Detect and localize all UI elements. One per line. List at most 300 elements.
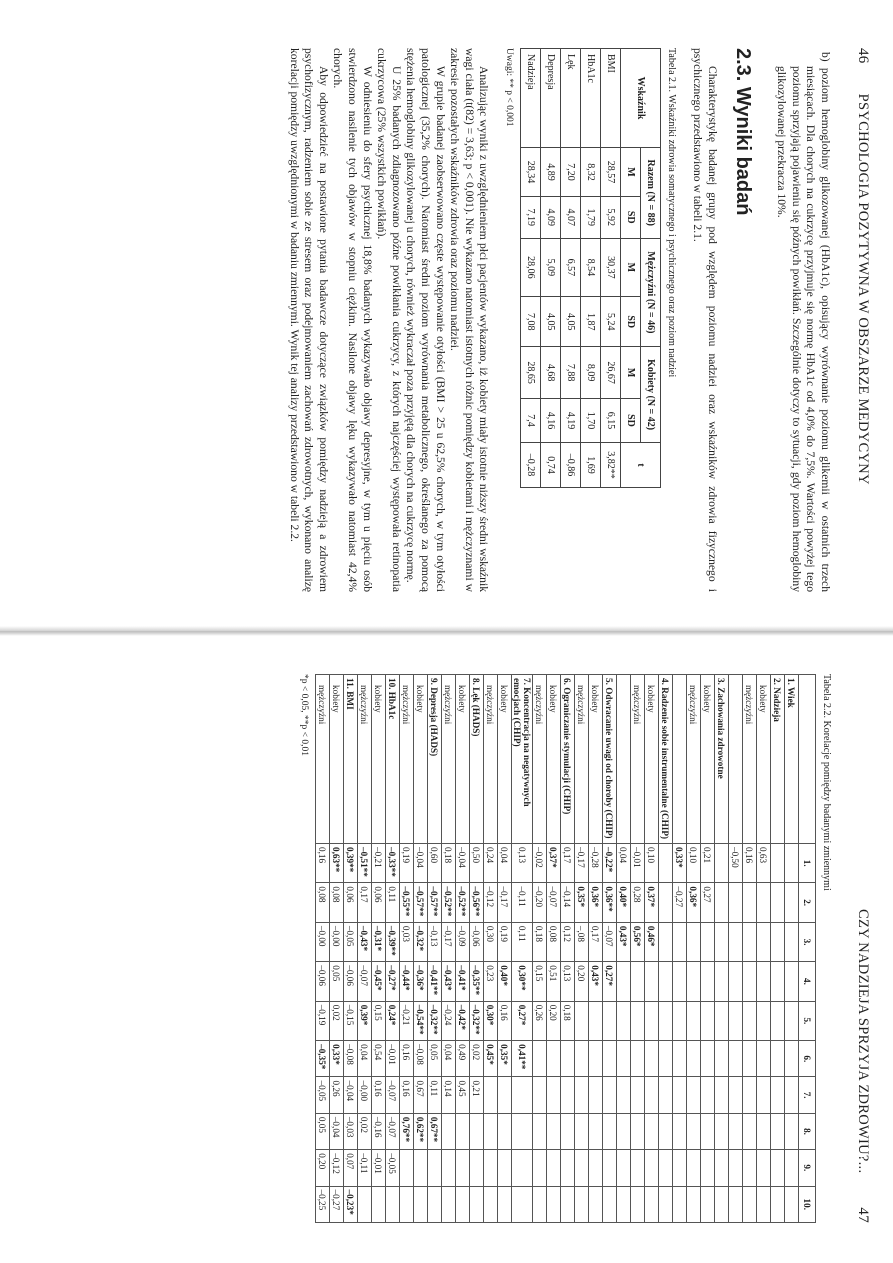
table2-cell: –0,07 [386, 1113, 400, 1149]
table2-cell: –0,13 [428, 922, 442, 961]
table2-cell [603, 1041, 617, 1077]
table2-cell [603, 1113, 617, 1149]
table2-cell: 0,23 [484, 962, 498, 1001]
table2-cell [603, 1001, 617, 1040]
table2-row-label: 7. Koncentracja na negatywnych emocjach (CHIP) [512, 675, 533, 844]
table2-row-label [729, 675, 743, 844]
table2-col-header: 1. [799, 844, 816, 883]
table2-row [561, 675, 575, 1223]
table2-cell [617, 1041, 631, 1077]
table2-cell: –0,25 [316, 1186, 330, 1222]
table2-cell [743, 1077, 757, 1113]
table2-cell [498, 1150, 512, 1186]
table2-cell: 0,54 [372, 1041, 386, 1077]
table2-cell [729, 1001, 743, 1040]
table2-cell: 0,63 [757, 844, 771, 883]
table2-cell: 0,02 [470, 1041, 484, 1077]
table2-cell: 0,36* [687, 883, 701, 922]
table2-cell: –0,00 [358, 1077, 372, 1113]
table2-cell: 0,46* [645, 922, 659, 961]
table2-cell [687, 1113, 701, 1149]
table1-cell: 1,69 [581, 442, 601, 487]
table2-cell [757, 1113, 771, 1149]
table2-cell: 0,13 [512, 844, 533, 883]
table1-cell: 8,32 [581, 148, 601, 197]
table2-cell [659, 1150, 673, 1186]
table1-cell: 7,88 [561, 347, 581, 399]
table1-col-sd: SD [621, 196, 641, 238]
table2-cell [729, 1150, 743, 1186]
table2-cell [575, 1041, 589, 1077]
table2-cell [785, 1186, 799, 1222]
table2-row [645, 675, 659, 1223]
table2-cell [512, 1077, 533, 1113]
table2-row [743, 675, 757, 1223]
table2-cell: 0,33* [330, 1041, 344, 1077]
table1-row-label: Depresja [541, 49, 561, 148]
table2-cell [589, 1150, 603, 1186]
table2-cell [512, 1113, 533, 1149]
table2-cell [498, 1113, 512, 1149]
table2-row [470, 675, 484, 1223]
table2-cell [785, 1113, 799, 1149]
table1-cell: 7,08 [521, 297, 541, 347]
table2-row-label: 10. HbA1c [386, 675, 400, 844]
table1-cell: 4,05 [541, 297, 561, 347]
table2-cell: 0,39* [358, 1001, 372, 1040]
table2-cell: 0,49 [456, 1041, 470, 1077]
table2-cell: –0,32** [428, 1001, 442, 1040]
table2-cell: 0,06 [372, 883, 386, 922]
table2-cell: –0,04 [344, 1077, 358, 1113]
table2-cell: –0,50 [729, 844, 743, 883]
table2-cell [729, 1186, 743, 1222]
table2-cell [645, 1001, 659, 1040]
table2-cell [533, 1113, 547, 1149]
table2-cell: –0,14 [561, 883, 575, 922]
table2-row-label: mężczyźni [533, 675, 547, 844]
table2-cell: –0,06 [316, 962, 330, 1001]
table2-row-label: 8. Lęk (HADS) [470, 675, 484, 844]
table2-row [344, 675, 358, 1223]
table2-cell: 0,21 [470, 1077, 484, 1113]
table1-cell: 28,06 [521, 238, 541, 297]
table2-cell: 0,11 [386, 883, 400, 922]
table2-cell [659, 922, 673, 961]
table1-header-t: t [621, 442, 661, 487]
table2-cell [785, 1150, 799, 1186]
table2-col-header: 3. [799, 922, 816, 961]
table2-cell: 0,28 [631, 883, 645, 922]
table2-cell [771, 1041, 785, 1077]
table2-row-label [673, 675, 687, 844]
table2-cell [673, 1186, 687, 1222]
table2-cell [715, 844, 729, 883]
table2-row [617, 675, 631, 1223]
table2-cell [659, 962, 673, 1001]
table2-cell [645, 1150, 659, 1186]
table2-body [316, 675, 799, 1223]
results-paragraph-4: W odniesieniu do sfery psychicznej 18,8% badanych wykazywało objawy depresyjne, w tym u pięciu osób stwierdzono nasilenie tych objawów w stopniu ciężkim. Nasilone objawy lęku wykazywało natomiast 42,4% chorych. [331, 48, 374, 592]
table2-row-label: mężczyźni [687, 675, 701, 844]
table2-cell [386, 1186, 400, 1222]
table2-cell [575, 1150, 589, 1186]
table2-cell: 0,07 [344, 1150, 358, 1186]
table2-row [498, 675, 512, 1223]
table2-cell [687, 1150, 701, 1186]
results-paragraph-1: Analizując wyniki z uwzględnieniem płci pacjentów wykazano, iż kobiety miały istotnie niższy średni wskaźnik wagi ciała (t(82) = 3,63; p < 0,001). Nie wykazano natomiast istotnych różnic pomiędzy kobietami i mężczyznami w zakresie pozostałych wskaźników zdrowia oraz poziomu nadziei. [448, 48, 491, 592]
table2-row [729, 675, 743, 1223]
table2-cell: 0,16 [743, 844, 757, 883]
table1-row-label: HbA1c [581, 49, 601, 148]
table2-cell [589, 1113, 603, 1149]
table1-cell: 6,15 [601, 398, 621, 442]
table2-cell [547, 1186, 561, 1222]
table2-cell: 0,33* [673, 844, 687, 883]
table2-cell [715, 1186, 729, 1222]
table2-cell [659, 1186, 673, 1222]
table2-cell [771, 883, 785, 922]
table2-cell: –0,39** [386, 922, 400, 961]
table2-row-label: mężczyźni [743, 675, 757, 844]
table2-cell: –0,23* [344, 1186, 358, 1222]
table2-row [456, 675, 470, 1223]
table2-cell [512, 1150, 533, 1186]
table2-cell [673, 922, 687, 961]
right-running-title: CZY NADZIEJA SPRZYJA ZDROWIU?... [855, 908, 871, 1174]
right-running-head [854, 674, 871, 1223]
results-paragraph-3: U 25% badanych zdiagnozowano późne powikłania cukrzycy, z których najczęściej występowała retinopatia cukrzycowa (25% wszystkich powikłań). [375, 48, 403, 592]
table1-cell: 4,09 [541, 196, 561, 238]
table2-cell: –,08 [575, 922, 589, 961]
table2-cell [470, 1150, 484, 1186]
table1-cell: 8,09 [581, 347, 601, 399]
table2-cell: –0,20 [533, 883, 547, 922]
table2-cell: –0,52** [456, 883, 470, 922]
table2-row [687, 675, 701, 1223]
table2-cell: 0,06 [344, 883, 358, 922]
table2-cell [631, 1041, 645, 1077]
table2-cell: –0,09 [456, 922, 470, 961]
table2-cell: –0,19 [316, 1001, 330, 1040]
table2-cell: –0,28 [589, 844, 603, 883]
table2-cell: –0,31* [372, 922, 386, 961]
table1-cell: 1,87 [581, 297, 601, 347]
table2-cell [442, 1186, 456, 1222]
table1-cell: 7,19 [521, 196, 541, 238]
table2-cell [687, 1186, 701, 1222]
table2-cell: –0,24 [442, 1001, 456, 1040]
table2-row-label [617, 675, 631, 844]
table2-cell [743, 1113, 757, 1149]
table2-cell [547, 1113, 561, 1149]
table2-row [400, 675, 414, 1223]
table2-cell: 0,05 [428, 1041, 442, 1077]
table2-cell [575, 1077, 589, 1113]
table2-row [603, 675, 617, 1223]
table2-cell [414, 1186, 428, 1222]
table2-col-header: 8. [799, 1113, 816, 1149]
table2-cell [603, 1186, 617, 1222]
table2-cell [575, 1113, 589, 1149]
table1-cell: 4,05 [561, 297, 581, 347]
table2-cell: –0,33** [386, 844, 400, 883]
table1-header-row [641, 49, 661, 488]
table2-cell [561, 1041, 575, 1077]
table2-cell [757, 962, 771, 1001]
table2-cell [589, 1077, 603, 1113]
table2-row [386, 675, 400, 1223]
table2-row [533, 675, 547, 1223]
table2-cell: –0,05 [316, 1077, 330, 1113]
table2-cell: 0,18 [533, 922, 547, 961]
table2-cell: 0,17 [589, 922, 603, 961]
section-heading: 2.3. Wyniki badań [731, 48, 754, 216]
table2-cell [442, 1150, 456, 1186]
table1-col-m: M [621, 238, 641, 297]
table2-cell [757, 883, 771, 922]
table2-col-header: 5. [799, 1001, 816, 1040]
table2-cell [785, 1077, 799, 1113]
table2-row-label: 1. Wiek [785, 675, 799, 844]
table2-row-label: kobiety [372, 675, 386, 844]
table2-cell: 0,62** [414, 1113, 428, 1149]
table2-row-label: 2. Nadzieja [771, 675, 785, 844]
table2-cell [771, 922, 785, 961]
table2-cell [785, 883, 799, 922]
table2-cell: –0,08 [414, 1041, 428, 1077]
table1-header-women: Kobiety (N = 42) [641, 347, 661, 443]
table2-cell [715, 962, 729, 1001]
table2-cell [617, 1077, 631, 1113]
table2-cell [645, 1186, 659, 1222]
table2-cell: –0,55** [400, 883, 414, 922]
table2-cell [498, 1186, 512, 1222]
table2-cell: 0,02 [358, 1113, 372, 1149]
table2-cell: 0,08 [547, 922, 561, 961]
table2-cell [617, 1001, 631, 1040]
table2-row [589, 675, 603, 1223]
results-paragraph-5: Aby odpowiedzieć na postawione pytania badawcze dotyczące związków pomiędzy nadzieją a zdrowiem psychofizycznym, radzeniem sobie ze stresem oraz podejmowaniem zachowań zdrowotnych, wykonano analizę korelacji pomiędzy uwzględnionymi w badaniu zmiennymi. Wynik tej analizy przedstawiono w tabeli 2.2. [287, 48, 330, 592]
table2-cell [659, 1113, 673, 1149]
table2-cell: –0,00 [330, 922, 344, 961]
table2-cell: 0,18 [561, 1001, 575, 1040]
table1-cell: 6,57 [561, 238, 581, 297]
table2-cell [470, 1186, 484, 1222]
table2-cell [701, 1150, 715, 1186]
table2-cell [771, 1150, 785, 1186]
table2-cell [771, 1001, 785, 1040]
table1-row [601, 49, 621, 488]
table2-cell: 0,76** [400, 1113, 414, 1149]
table2-cell [715, 922, 729, 961]
table2-cell [715, 1113, 729, 1149]
table2-cell: –0,35** [470, 962, 484, 1001]
table2-cell [645, 1113, 659, 1149]
table2-row-label: kobiety [757, 675, 771, 844]
table1-col-m: M [621, 347, 641, 399]
table2-col-header: 7. [799, 1077, 816, 1113]
table2-cell [673, 1077, 687, 1113]
table2-cell [785, 1041, 799, 1077]
table2-row [673, 675, 687, 1223]
table2-cell [589, 1186, 603, 1222]
table2-cell: –0,17 [498, 883, 512, 922]
table2-cell: 0,40* [498, 962, 512, 1001]
table2-cell [701, 1186, 715, 1222]
table2-col-header: 4. [799, 962, 816, 1001]
table2-cell [498, 1077, 512, 1113]
table2-row [547, 675, 561, 1223]
table2-cell [785, 922, 799, 961]
table2-row [701, 675, 715, 1223]
table2-row [771, 675, 785, 1223]
table2-cell: 0,24 [484, 844, 498, 883]
table2-cell [715, 883, 729, 922]
table2-cell: –0,36* [414, 962, 428, 1001]
table2-row [785, 675, 799, 1223]
table2-row [659, 675, 673, 1223]
table2-cell [715, 1077, 729, 1113]
table2-cell [470, 1113, 484, 1149]
table2-cell: –0,12 [330, 1150, 344, 1186]
table2-caption: Tabela 2.2. Korelacje pomiędzy badanymi zmiennymi [821, 674, 832, 891]
table1-row [581, 49, 601, 488]
table2-cell: 0,35* [575, 883, 589, 922]
table2-cell: –0,02 [533, 844, 547, 883]
table2-cell: 0,04 [442, 1041, 456, 1077]
table2-cell [428, 1150, 442, 1186]
table2-cell [659, 844, 673, 883]
table2-cell: 0,51 [547, 962, 561, 1001]
table2-cell [442, 1113, 456, 1149]
table2-cell: 0,40* [617, 883, 631, 922]
table2-cell [659, 1077, 673, 1113]
table1-col-sd: SD [621, 297, 641, 347]
table2-cell [757, 1077, 771, 1113]
table2-cell: 0,11 [512, 922, 533, 961]
table2-cell [771, 1186, 785, 1222]
table2-row-label: kobiety [330, 675, 344, 844]
table2-cell [729, 1041, 743, 1077]
table2-cell: –0,17 [575, 844, 589, 883]
table2-cell [589, 1041, 603, 1077]
table2-cell: –0,43* [358, 922, 372, 961]
table2-cell [414, 1150, 428, 1186]
table2-cell [533, 1041, 547, 1077]
table2-cell [715, 1001, 729, 1040]
table2-cell [631, 1113, 645, 1149]
table2-row-label: kobiety [701, 675, 715, 844]
table2-cell: –0,27 [673, 883, 687, 922]
table1-header-total: Razem (N = 88) [641, 148, 661, 239]
table2-cell: 0,63** [330, 844, 344, 883]
table2-cell: –0,07 [603, 922, 617, 961]
table2-cell [617, 1186, 631, 1222]
table2-cell: –0,32* [414, 922, 428, 961]
left-running-head [854, 48, 871, 592]
table2-row-label: 11. BMI [344, 675, 358, 844]
table2-cell [673, 962, 687, 1001]
table2-row [372, 675, 386, 1223]
table2-cell [715, 1041, 729, 1077]
table2-cell: 0,56* [631, 922, 645, 961]
table1-body [521, 49, 621, 488]
table2-cell [743, 1186, 757, 1222]
table2-cell [631, 1186, 645, 1222]
table2-cell: –0,00 [316, 922, 330, 961]
table1-cell: 28,34 [521, 148, 541, 197]
table2-cell: –0,41** [428, 962, 442, 1001]
table2-cell: 0,36* [589, 883, 603, 922]
left-page [0, 0, 893, 630]
table2-row-label: kobiety [645, 675, 659, 844]
table2-note: *p < 0,05, **p < 0,01 [299, 674, 309, 756]
table2-cell [617, 962, 631, 1001]
table2-cell: –0,01 [386, 1041, 400, 1077]
table2-row-label: mężczyźni [631, 675, 645, 844]
table2-cell [701, 922, 715, 961]
table2-cell [533, 1150, 547, 1186]
table1-cell: 1,79 [581, 196, 601, 238]
table2-cell: –0,42* [456, 1001, 470, 1040]
table2-cell: 0,05 [316, 1113, 330, 1149]
table2-cell: 0,10 [645, 844, 659, 883]
table1-cell: 4,19 [561, 398, 581, 442]
table2-cell: –0,45* [372, 962, 386, 1001]
table2-cell [771, 844, 785, 883]
table2-cell [673, 1041, 687, 1077]
item-b-paragraph: b) poziom hemoglobiny glikozowanej (HbA1c), opisujący wyrównanie poziomu glikemii w ostatnich trzech miesiącach. Dla chorych na cukrzycę przyjmuje się normę HbA1c od 4,0% do 7,5%. Wartości powyżej tego poziomu sprzyjają pojawieniu się późnych powikłań. Szczególnie dotyczy to sytuacji, gdy poziom hemoglobiny glikozylowanej przekracza 10%. [775, 52, 832, 592]
table2-cell: 0,19 [400, 844, 414, 883]
table2-cell: –0,01 [631, 844, 645, 883]
table2-cell: –0,27 [330, 1186, 344, 1222]
table2-cell: –0,03 [344, 1113, 358, 1149]
table1-row-label: BMI [601, 49, 621, 148]
table2-cell: 0,26 [330, 1077, 344, 1113]
table2-cell: 0,16 [372, 1077, 386, 1113]
table2-row-label: kobiety [456, 675, 470, 844]
table2-cell: 0,11 [428, 1077, 442, 1113]
table2-cell: 0,03 [400, 922, 414, 961]
table2-cell: 0,43* [617, 922, 631, 961]
table1-cell: 5,92 [601, 196, 621, 238]
table2-cell: –0,15 [344, 1001, 358, 1040]
table2-cell: –0,52** [442, 883, 456, 922]
table-2-1 [520, 48, 661, 488]
table1-cell: 7,4 [521, 398, 541, 442]
table2-cell: 0,41** [512, 1041, 533, 1077]
table2-cell [771, 1113, 785, 1149]
table2-cell: –0,07 [547, 883, 561, 922]
table2-cell: 0,16 [498, 1001, 512, 1040]
table2-cell: –0,12 [484, 883, 498, 922]
table2-cell [729, 883, 743, 922]
table2-cell: 0,35* [498, 1041, 512, 1077]
table2-row [631, 675, 645, 1223]
table2-cell [673, 1113, 687, 1149]
table2-cell: 0,26 [533, 1001, 547, 1040]
table2-row [757, 675, 771, 1223]
table2-cell: –0,41* [456, 962, 470, 1001]
table2-cell: 0,67** [428, 1113, 442, 1149]
table2-cell: –0,56** [470, 883, 484, 922]
table2-row-label: 9. Depresja (HADS) [428, 675, 442, 844]
table2-cell: 0,04 [617, 844, 631, 883]
table2-cell [715, 1150, 729, 1186]
table2-cell: 0,30** [512, 962, 533, 1001]
table1-cell: 7,20 [561, 148, 581, 197]
